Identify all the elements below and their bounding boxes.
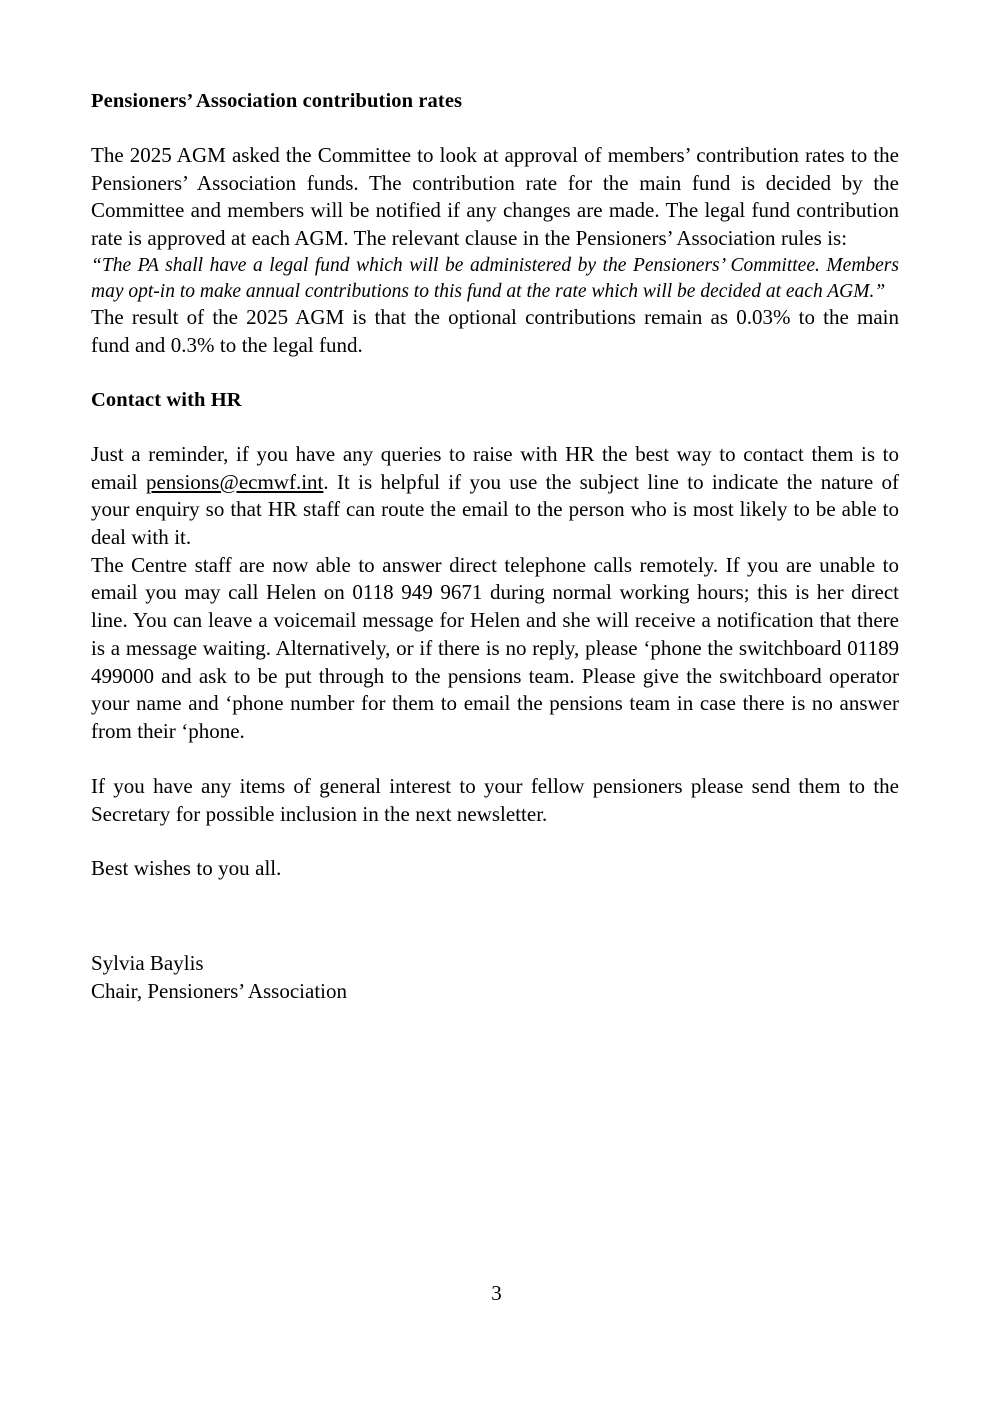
spacer	[91, 414, 899, 441]
paragraph-rules-quote: “The PA shall have a legal fund which will be administered by the Pensioners’ Committee. Members may opt-in to make annual contributions to this fund at the rate which will be decided at each AGM.”	[91, 254, 899, 302]
spacer	[91, 937, 899, 950]
signature-name: Sylvia Baylis	[91, 950, 204, 975]
signature-title: Chair, Pensioners’ Association	[91, 978, 347, 1003]
section-heading-contribution-rates: Pensioners’ Association contribution rates	[91, 90, 463, 112]
paragraph-hr-email-after: . It is helpful if you use the subject line to indicate the nature of your enquiry so that HR staff can route the email to the person who is most likely to be able to deal with it.	[91, 469, 899, 550]
paragraph-hr-email-guidance	[91, 441, 899, 552]
page-content	[91, 88, 899, 1005]
paragraph-agm-result: The result of the 2025 AGM is that the optional contributions remain as 0.03% to the main fund and 0.3% to the legal fund.	[91, 305, 899, 358]
spacer	[91, 883, 899, 910]
spacer	[91, 115, 899, 142]
paragraph-best-wishes: Best wishes to you all.	[91, 856, 282, 881]
pensions-email-link[interactable]: pensions@ecmwf.int	[145, 469, 324, 494]
spacer	[91, 746, 899, 773]
paragraph-hr-email-before: Just a reminder, if you have any queries to raise with HR the best way to contact them is to email	[91, 441, 899, 494]
paragraph-general-interest-items: If you have any items of general interest to your fellow pensioners please send them to the Secretary for possible inclusion in the next newsletter.	[91, 773, 899, 826]
section-heading-contact-with-hr: Contact with HR	[91, 388, 242, 411]
page-number: 3	[491, 1281, 502, 1305]
paragraph-contribution-rates-intro: The 2025 AGM asked the Committee to look at approval of members’ contribution rates to the Pensioners’ Association funds. The contribution rate for the main fund is decided by the Committee and members will be notified if any changes are made. The legal fund contribution rate is approved at each AGM. The relevant clause in the Pensioners’ Association rules is:	[91, 143, 899, 251]
paragraph-telephone-contact: The Centre staff are now able to answer direct telephone calls remotely. If you are unable to email you may call Helen on 0118 949 9671 during normal working hours; this is her direct line. You can leave a voicemail message for Helen and she will receive a notification that there is a message waiting. Alternatively, or if there is no reply, please ‘phone the switchboard 01189 499000 and ask to be put through to the pensions team. Please give the switchboard operator your name and ‘phone number for them to email the pensions team in case there is no answer from their ‘phone.	[91, 552, 899, 744]
spacer	[91, 828, 899, 855]
spacer	[91, 910, 899, 937]
spacer	[91, 360, 899, 387]
